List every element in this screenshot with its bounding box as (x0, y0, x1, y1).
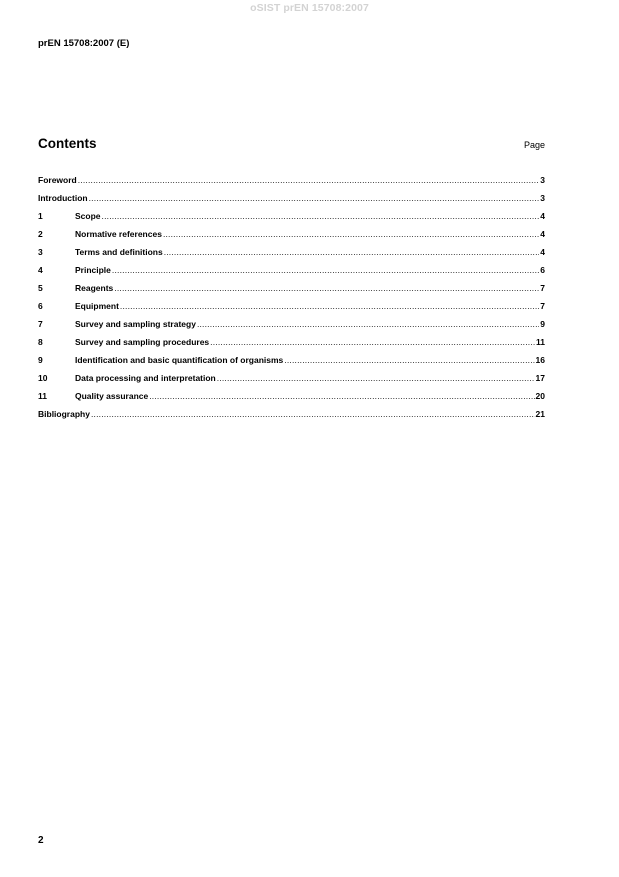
toc-entry[interactable] (38, 247, 545, 265)
toc-dot-leader (217, 373, 535, 383)
toc-entry[interactable] (38, 301, 545, 319)
toc-entry[interactable] (38, 319, 545, 337)
toc-entry-page: 3 (540, 175, 545, 185)
toc-entry[interactable] (38, 193, 545, 211)
toc-entry-title: Survey and sampling strategy (75, 319, 196, 329)
toc-entry-title: Terms and definitions (75, 247, 163, 257)
toc-entry[interactable] (38, 283, 545, 301)
toc-entry-page: 4 (540, 229, 545, 239)
toc-entry-page: 7 (540, 283, 545, 293)
toc-entry[interactable] (38, 229, 545, 247)
page-number: 2 (38, 835, 44, 846)
toc-entry-page: 4 (540, 247, 545, 257)
toc-entry-title: Introduction (38, 193, 88, 203)
toc-entry[interactable] (38, 409, 545, 427)
toc-entry-title: Foreword (38, 175, 77, 185)
toc-dot-leader (89, 193, 540, 203)
contents-heading: Contents (38, 136, 97, 151)
toc-dot-leader (197, 319, 539, 329)
toc-entry-page: 7 (540, 301, 545, 311)
toc-entry-title: Survey and sampling procedures (75, 337, 210, 347)
toc-entry-page: 9 (540, 319, 545, 329)
page-column-label: Page (523, 140, 545, 150)
toc-entry-title: Reagents (75, 283, 114, 293)
toc-dot-leader (149, 391, 534, 401)
toc-entry-title: Data processing and interpretation (75, 373, 216, 383)
toc-entry-number: 11 (38, 391, 47, 401)
toc-entry-number: 3 (38, 247, 43, 257)
toc-entry-number: 5 (38, 283, 43, 293)
table-of-contents (38, 175, 545, 427)
document-id: prEN 15708:2007 (E) (38, 38, 130, 49)
toc-entry-title: Scope (75, 211, 101, 221)
toc-entry[interactable] (38, 337, 545, 355)
toc-entry[interactable] (38, 355, 545, 373)
toc-dot-leader (102, 211, 540, 221)
toc-dot-leader (210, 337, 535, 347)
toc-entry-page: 17 (535, 373, 545, 383)
toc-entry-number: 4 (38, 265, 43, 275)
watermark: oSIST prEN 15708:2007 (250, 2, 369, 14)
toc-entry-page: 20 (535, 391, 545, 401)
toc-dot-leader (78, 175, 540, 185)
toc-entry-page: 21 (535, 409, 545, 419)
toc-entry-number: 9 (38, 355, 43, 365)
toc-entry-page: 11 (536, 337, 545, 347)
toc-entry-title: Principle (75, 265, 111, 275)
toc-entry-title: Quality assurance (75, 391, 149, 401)
toc-entry-number: 1 (38, 211, 43, 221)
toc-entry[interactable] (38, 373, 545, 391)
toc-entry[interactable] (38, 211, 545, 229)
toc-entry-page: 4 (540, 211, 545, 221)
toc-entry-number: 7 (38, 319, 43, 329)
toc-dot-leader (120, 301, 539, 311)
toc-dot-leader (91, 409, 535, 419)
toc-dot-leader (114, 283, 539, 293)
toc-entry-title: Normative references (75, 229, 162, 239)
toc-entry-title: Identification and basic quantification of organisms (75, 355, 284, 365)
toc-dot-leader (164, 247, 540, 257)
toc-entry-page: 3 (540, 193, 545, 203)
toc-entry[interactable] (38, 175, 545, 193)
toc-dot-leader (112, 265, 539, 275)
toc-entry-number: 10 (38, 373, 48, 383)
toc-entry-page: 6 (540, 265, 545, 275)
toc-entry-number: 6 (38, 301, 43, 311)
toc-entry-title: Equipment (75, 301, 119, 311)
toc-entry-title: Bibliography (38, 409, 90, 419)
toc-dot-leader (284, 355, 534, 365)
toc-entry-page: 16 (535, 355, 545, 365)
toc-dot-leader (163, 229, 539, 239)
toc-entry-number: 8 (38, 337, 43, 347)
toc-entry-number: 2 (38, 229, 43, 239)
toc-entry[interactable] (38, 265, 545, 283)
toc-entry[interactable] (38, 391, 545, 409)
